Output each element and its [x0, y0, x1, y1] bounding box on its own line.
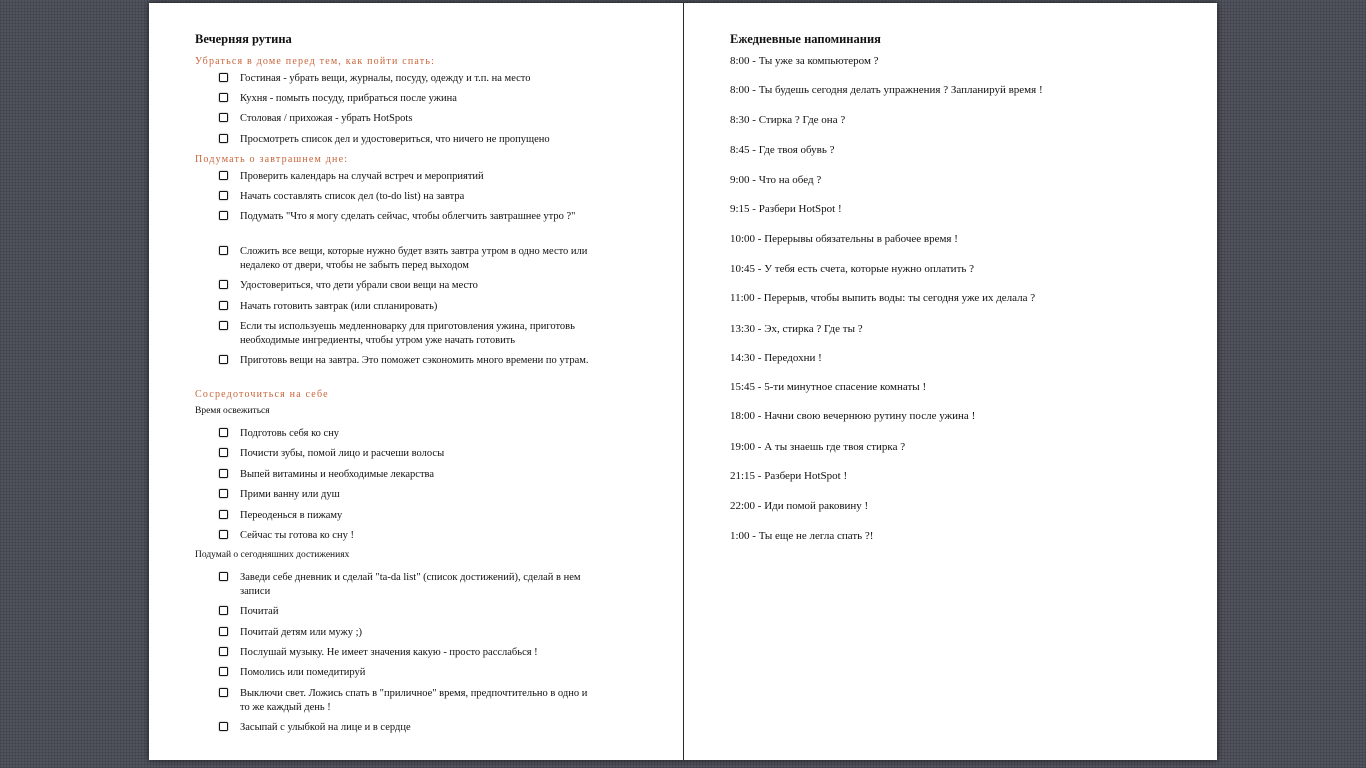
- checkbox-icon[interactable]: [219, 93, 228, 102]
- reminder-item: 8:00 - Ты уже за компьютером ?: [730, 55, 879, 67]
- reminder-item: 13:30 - Эх, стирка ? Где ты ?: [730, 323, 863, 335]
- checkbox-icon[interactable]: [219, 469, 228, 478]
- checkbox-icon[interactable]: [219, 510, 228, 519]
- checkbox-icon[interactable]: [219, 321, 228, 330]
- section-heading-tomorrow: Подумать о завтрашнем дне:: [195, 154, 349, 165]
- checkbox-icon[interactable]: [219, 722, 228, 731]
- reminder-item: 1:00 - Ты еще не легла спать ?!: [730, 530, 874, 542]
- section-heading-cleanup: Убраться в доме перед тем, как пойти спать:: [195, 56, 436, 67]
- reminder-item: 11:00 - Перерыв, чтобы выпить воды: ты сегодня уже их делала ?: [730, 292, 1036, 304]
- checkbox-icon[interactable]: [219, 301, 228, 310]
- reminder-item: 22:00 - Иди помой раковину !: [730, 500, 869, 512]
- reminder-item: 8:30 - Стирка ? Где она ?: [730, 114, 846, 126]
- page-title: Вечерняя рутина: [195, 32, 292, 46]
- reminder-item: 10:00 - Перерывы обязательны в рабочее время !: [730, 233, 958, 245]
- reminder-item: 9:15 - Разбери HotSpot !: [730, 203, 842, 215]
- document-spread: Вечерняя рутина Убраться в доме перед тем, как пойти спать: Гостиная - убрать вещи, журналы, посуду, одежду и т.п. на место Кухня - помыть посуду, прибраться после ужина Столовая / прихожая - убрать HotSpots Просмотреть список дел и удостовериться, что ничего не пропущено Подумать о завтрашнем дне: Проверить календарь на случай встреч и мероприятий Начать составлять список дел (to-do list) на завтра Подумать "Что я могу сделать сейчас, чтобы облегчить завтрашнее утро ?" Сложить все вещи, которые нужно будет взять завтра утром в одно место или недалеко от двери, чтобы не забыть перед выходом Удостовериться, что дети убрали свои вещи на место Начать готовить завтрак (или спланировать) Если ты используешь медленноварку для приготовления ужина, приготовь необходимые ингредиенты, чтобы утром уже начать готовить Приготовь вещи на завтра. Это поможет сэкономить много времени по утрам. Сосредоточиться на себе Время освежиться Подготовь себя ко сну Почисти зубы, помой лицо и расчеши волосы Выпей витамины и необходимые лекарства Прими ванну или душ Переоденься в пижаму Сейчас ты готова ко сну ! Подумай о сегодняшних достижениях Заведи себе дневник и сделай "ta-da list" (список достижений), сделай в нем записи Почитай Почитай детям или мужу ;) Послушай музыку. Не имеет значения какую - просто расслабься ! Помолись или помедитируй Выключи свет. Ложись спать в "приличное" время, предпочтительно в одно и то же каждый день ! Засыпай с улыбкой на лице и в сердце Ежедневные напоминания 8:00 - Ты уже за компьютером ? 8:00 - Ты будешь сегодня делать упражнения ? Запланируй время ! 8:30 - Стирка ? Где она ? 8:45 - Где твоя обувь ? 9:00 - Что на обед ? 9:15 - Разбери HotSpot ! 10:00 - Перерывы обязательны в рабочее время ! 10:45 - У тебя есть счета, которые нужно оплатить ? 11:00 - Перерыв, чтобы выпить воды: ты сегодня уже их делала ? 13:30 - Эх, стирка ? Где ты ? 14:30 - Передохни ! 15:45 - 5-ти минутное спасение комнаты ! 18:00 - Начни свою вечернюю рутину после ужина ! 19:00 - А ты знаешь где твоя стирка ? 21:15 - Разбери HotSpot ! 22:00 - Иди помой раковину ! 1:00 - Ты еще не легла спать ?!: [149, 3, 1217, 760]
- checkbox-icon[interactable]: [219, 606, 228, 615]
- checkbox-icon[interactable]: [219, 647, 228, 656]
- checkbox-icon[interactable]: [219, 688, 228, 697]
- reminder-item: 19:00 - А ты знаешь где твоя стирка ?: [730, 441, 906, 453]
- checkbox-icon[interactable]: [219, 572, 228, 581]
- reminder-item: 15:45 - 5-ти минутное спасение комнаты !: [730, 381, 927, 393]
- checkbox-icon[interactable]: [219, 355, 228, 364]
- reminder-item: 8:45 - Где твоя обувь ?: [730, 144, 835, 156]
- reminder-item: 18:00 - Начни свою вечернюю рутину после ужина !: [730, 410, 976, 422]
- checkbox-icon[interactable]: [219, 428, 228, 437]
- checkbox-icon[interactable]: [219, 73, 228, 82]
- checkbox-icon[interactable]: [219, 246, 228, 255]
- reminder-item: 8:00 - Ты будешь сегодня делать упражнения ? Запланируй время !: [730, 84, 1043, 96]
- checkbox-icon[interactable]: [219, 280, 228, 289]
- subsection-heading-refresh: Время освежиться: [195, 406, 270, 416]
- subsection-heading-achievements: Подумай о сегодняшних достижениях: [195, 550, 350, 560]
- checkbox-icon[interactable]: [219, 171, 228, 180]
- checkbox-icon[interactable]: [219, 627, 228, 636]
- page-divider: [683, 3, 684, 760]
- checkbox-icon[interactable]: [219, 530, 228, 539]
- section-heading-self: Сосредоточиться на себе: [195, 389, 329, 400]
- reminder-item: 14:30 - Передохни !: [730, 352, 822, 364]
- reminders-title: Ежедневные напоминания: [730, 32, 881, 46]
- checkbox-icon[interactable]: [219, 448, 228, 457]
- reminder-item: 9:00 - Что на обед ?: [730, 174, 822, 186]
- checkbox-icon[interactable]: [219, 113, 228, 122]
- checkbox-icon[interactable]: [219, 667, 228, 676]
- reminder-item: 21:15 - Разбери HotSpot !: [730, 470, 848, 482]
- checkbox-icon[interactable]: [219, 211, 228, 220]
- reminder-item: 10:45 - У тебя есть счета, которые нужно оплатить ?: [730, 263, 975, 275]
- checkbox-icon[interactable]: [219, 134, 228, 143]
- checkbox-icon[interactable]: [219, 191, 228, 200]
- checkbox-icon[interactable]: [219, 489, 228, 498]
